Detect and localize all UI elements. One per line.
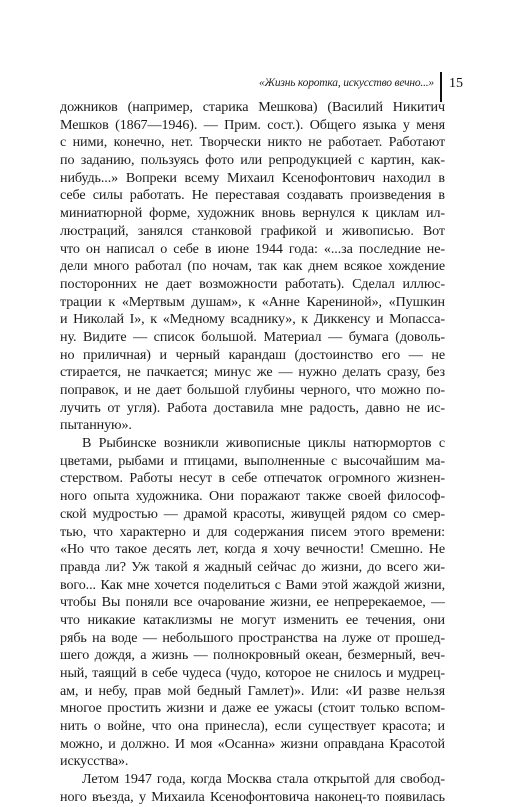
text-line: ну. Видите — список большой. Материал — бумага (доволь- [60,328,445,345]
text-line: вого... Как мне хочется поделиться с Вами этой жаждой жизни, [60,576,445,593]
text-line: пытанную». [60,417,132,434]
text-line: что никакие катаклизмы не могут изменить ее течения, они [60,611,445,628]
text-line: с ними, конечно, нет. Творчески никто не работает. Работают [60,134,445,151]
text-line: что он написал о себе в июне 1944 года: «...за последние не- [60,240,445,257]
text-line: поправок, и не дает большой глубины черного, что можно по- [60,382,445,398]
text-line: ного опыта художника. Они поражают также своей философ- [60,488,445,505]
text-line: миниатюрной форме, художник вновь вернулся к циклам ил- [60,205,445,222]
text-line: тью, что характерно и для содержания писем этого времени: [60,523,445,540]
text-line: цветами, рыбами и птицами, выполненные с высочайшим ма- [60,452,445,469]
body-text [60,99,445,807]
text-line: чтобы Вы поняли все очарование жизни, ее непререкаемое, — [60,594,445,611]
running-head-title: «Жизнь коротка, искусство вечно...» [258,77,434,89]
text-line: многое простить жизни и даже ее ужасы (стоит только вспом- [60,700,445,717]
text-line: посторонних не дает возможности работать). Сделал иллюс- [60,275,445,292]
text-line: себе силы работать. Не переставая создавать произведения в [60,187,445,204]
text-line: искусства». [60,753,129,770]
text-line: В Рыбинске возникли живописные циклы натюрмортов с [82,435,445,452]
text-line: ного въезда, у Михаила Ксенофонтовича наконец-то появилась [60,788,445,805]
paragraph [60,771,445,806]
text-line: стерством. Работы несут в себе отпечаток огромного жизнен- [60,470,445,487]
text-line: ный, таящий в себе чудеса (чудо, которое не снилось и мудрец- [60,665,445,681]
text-line: нибудь...» Вопреки всему Михаил Ксенофонтович находил в [60,169,445,186]
text-line: «Но что такое десять лет, когда я хочу вечности! Смешно. Не [60,541,445,558]
header-divider [440,72,442,102]
text-line: трации к «Мертвым душам», к «Анне Карениной», «Пушкин [60,293,445,310]
text-line: шего дождя, а жизнь — полнокровный океан, безмерный, веч- [60,647,445,664]
text-line: нить о войне, что она принесла), если существует красота; и [60,718,445,735]
text-line: рябь на воде — небольшого пространства на луже от прошед- [60,629,445,646]
text-line: и Николай I», к «Медному всаднику», к Диккенсу и Мопасса- [60,311,445,328]
text-line: Летом 1947 года, когда Москва стала открытой для свобод- [82,771,445,788]
paragraph [60,99,445,435]
text-line: люстраций, занялся станковой графикой и живописью. Вот [60,222,445,239]
text-line: Мешков (1867—1946). — Прим. сост.). Общего языка у меня [60,116,445,133]
paragraph [60,435,445,771]
text-line: лучить от угля). Работа доставила мне радость, давно не ис- [60,399,445,416]
text-line: стирается, не пачкается; минус же — нужно делать сразу, без [60,364,445,381]
text-line: ской мудростью — драмой красоты, живущей рядом со смер- [60,505,445,522]
text-line: по заданию, пользуясь фото или репродукцией с картин, как- [60,152,445,169]
page-number: 15 [449,76,463,91]
text-line: ам, и небу, прав мой бедный Гамлет)». Или: «И разве нельзя [60,682,445,699]
running-head [0,74,512,96]
text-line: можно, и должно. И моя «Осанна» жизни оправдана Красотой [60,735,445,752]
text-line: дожников (например, старика Мешкова) (Василий Никитич [60,99,445,115]
text-line: но приличная) и черный карандаш (достоинство его — не [60,346,445,363]
text-line: дели много работал (по ночам, так как днем всякое хождение [60,258,445,275]
text-line: правда ли? Уж такой я жадный сейчас до жизни, до всего жи- [60,558,445,575]
